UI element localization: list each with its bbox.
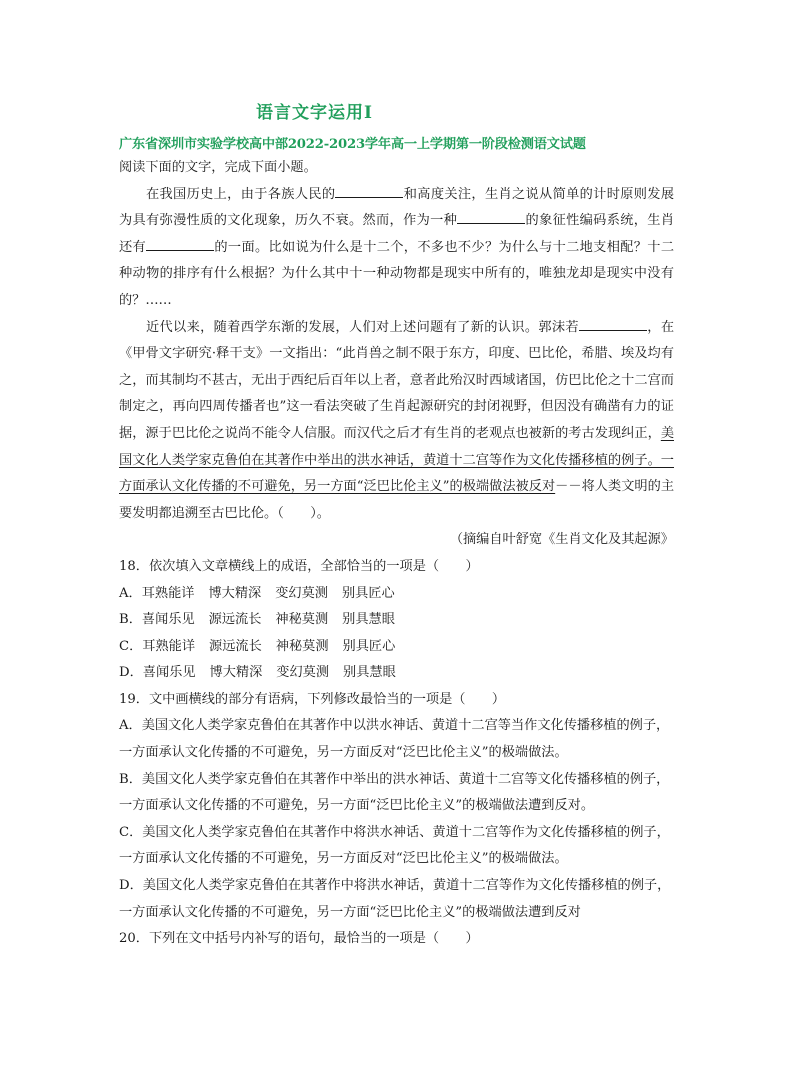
fill-blank-1[interactable] xyxy=(335,183,403,198)
option-word: 变幻莫测 xyxy=(275,585,328,601)
option-word: 源远流长 xyxy=(209,638,262,654)
passage-text: －－将人类文明的主要发明都追溯至古巴比伦。（ ）。 xyxy=(119,479,675,521)
fill-blank-2[interactable] xyxy=(457,209,525,224)
passage-text: ，在《甲骨文字研究·释干支》一文指出：“此肖兽之制不限于东方，印度、巴比伦，希腊、埃及均有之，而其制均不甚古，无出于西纪后百年以上者，意者此殆汉时西域诸国，仿巴比伦之十二宫而制定之，再向四周传播者也”这一看法突破了生肖起源研究的封闭视野，但因没有确凿有力的证据，源于巴比伦之说尚不能令人信服。而汉代之后才有生肖的老观点也被新的考古发现纠正， xyxy=(119,319,675,441)
option-label: D． xyxy=(119,665,143,681)
passage-text: 的象征性编码系统，生肖还有 xyxy=(119,213,675,255)
option-18-b[interactable] xyxy=(119,607,674,634)
passage-block xyxy=(119,155,674,953)
option-19-d[interactable]: D．美国文化人类学家克鲁伯在其著作中将洪水神话，黄道十二宫等作为文化传播移植的例子，一方面承认文化传播的不可避免，另一方面“泛巴比伦主义”的极端做法遭到反对 xyxy=(119,878,671,920)
option-19-b[interactable]: B．美国文化人类学家克鲁伯在其著作中举出的洪水神话、黄道十二宫等文化传播移植的例子，一方面承认文化传播的不可避免，另一方面“泛巴比伦主义”的极端做法遭到反对。 xyxy=(119,771,670,814)
option-label: B． xyxy=(119,612,142,628)
option-label: C． xyxy=(119,638,143,654)
question-20-stem: 20．下列在文中括号内补写的语句，最恰当的一项是（ ） xyxy=(119,931,479,947)
option-word: 博大精深 xyxy=(209,665,263,681)
option-19-c[interactable]: C．美国文化人类学家克鲁伯在其著作中将洪水神话、黄道十二宫等作为文化传播移植的例子，一方面承认文化传播的不可避免，另一方面反对“泛巴比伦主义”的极端做法。 xyxy=(119,824,670,867)
option-word: 神秘莫测 xyxy=(275,638,329,654)
option-word: 耳熟能详 xyxy=(141,585,195,601)
instruction: 阅读下面的文字，完成下面小题。 xyxy=(119,160,317,175)
option-18-a[interactable] xyxy=(119,581,674,608)
option-word: 别具慧眼 xyxy=(343,665,396,681)
option-word: 变幻莫测 xyxy=(276,665,330,681)
option-word: 别具慧眼 xyxy=(342,612,395,628)
question-19-stem: 19．文中画横线的部分有语病，下列修改最恰当的一项是（ ） xyxy=(119,691,506,707)
fill-blank-3[interactable] xyxy=(146,236,214,251)
passage-text: 近代以来，随着西学东渐的发展，人们对上述问题有了新的认识。郭沫若 xyxy=(146,319,579,335)
exam-source: 广东省深圳市实验学校高中部2022-2023学年高一上学期第一阶段检测语文试题 xyxy=(119,137,586,152)
option-word: 耳熟能详 xyxy=(142,638,196,654)
option-word: 喜闻乐见 xyxy=(141,612,195,628)
passage-text: 和高度关注，生肖之说从简单的计时原则发展为具有弥漫性质的文化现象，历久不衰。然而，作为一种 xyxy=(119,186,675,229)
passage-text: 的一面。比如说为什么是十二个，不多也不少？为什么与十二地支相配？十二种动物的排序有什么根据？为什么其中十一种动物都是现实中所有的，唯独龙却是现实中没有的？…… xyxy=(119,239,675,308)
option-18-d[interactable] xyxy=(119,660,674,687)
option-word: 喜闻乐见 xyxy=(142,665,196,681)
question-18-stem: 18．依次填入文章横线上的成语，全部恰当的一项是（ ） xyxy=(119,558,479,574)
passage-text: 在我国历史上，由于各族人民的 xyxy=(146,186,336,202)
option-word: 别具匠心 xyxy=(341,585,395,601)
option-word: 别具匠心 xyxy=(342,638,396,654)
option-18-c[interactable] xyxy=(119,634,674,661)
passage-paragraph-1 xyxy=(119,182,674,315)
attribution: （摘编自叶舒宽《生肖文化及其起源》 xyxy=(449,532,674,548)
option-19-a[interactable]: A．美国文化人类学家克鲁伯在其著作中以洪水神话、黄道十二宫等当作文化传播移植的例子，一方面承认文化传播的不可避免，另一方面反对“泛巴比伦主义”的极端做法。 xyxy=(119,718,670,761)
option-word: 源远流长 xyxy=(208,612,262,628)
fill-blank-4[interactable] xyxy=(579,316,647,331)
option-label: A． xyxy=(119,585,142,601)
underlined-sentence: 美国文化人类学家克鲁伯在其著作中举出的洪水神话，黄道十二宫等作为文化传播移植的例子。一方面承认文化传播的不可避免，另一方面“泛巴比伦主义”的极端做法被反对 xyxy=(119,425,674,495)
option-word: 神秘莫测 xyxy=(275,612,329,628)
page-title: 语言文字运用Ⅰ xyxy=(256,103,373,123)
passage-paragraph-2 xyxy=(119,315,674,528)
option-word: 博大精深 xyxy=(208,585,262,601)
